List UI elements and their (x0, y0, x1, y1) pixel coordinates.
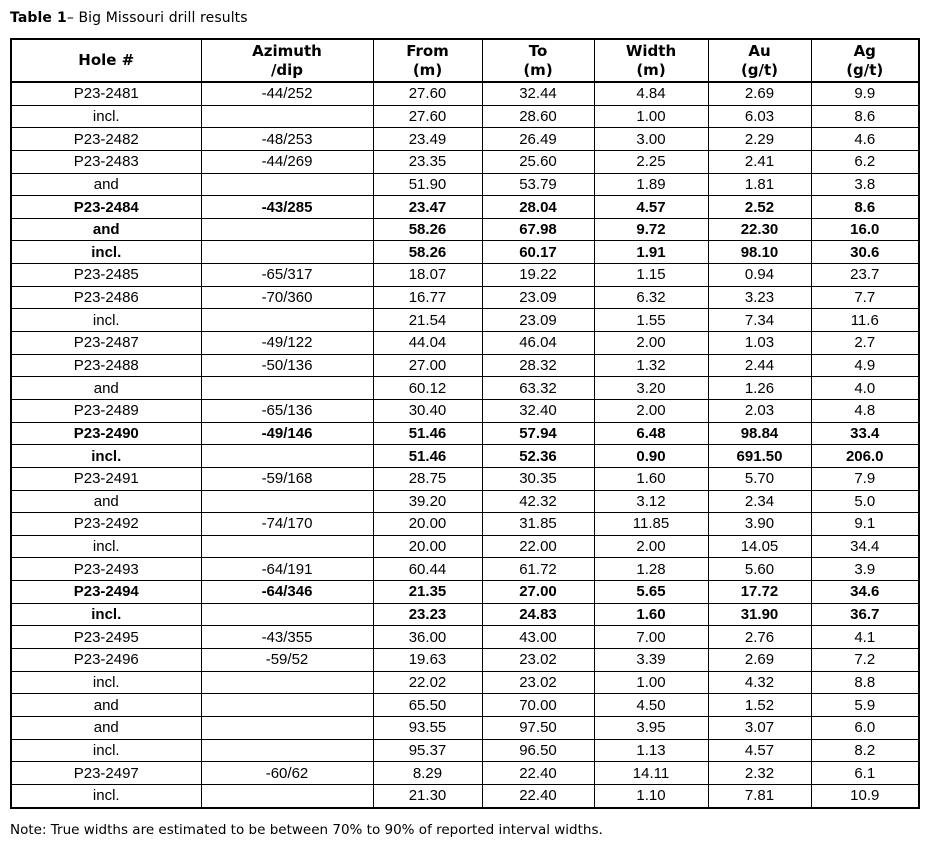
cell-azimuth: -65/317 (201, 264, 373, 287)
cell-to: 26.49 (482, 128, 594, 151)
cell-width: 14.11 (594, 762, 708, 785)
column-header-au (708, 39, 811, 82)
cell-ag: 4.6 (811, 128, 919, 151)
cell-width: 7.00 (594, 626, 708, 649)
cell-hole: incl. (11, 603, 201, 626)
cell-ag: 6.0 (811, 716, 919, 739)
cell-hole: P23-2490 (11, 422, 201, 445)
column-header-hole (11, 39, 201, 82)
cell-ag: 5.9 (811, 694, 919, 717)
cell-hole: P23-2497 (11, 762, 201, 785)
cell-ag: 6.2 (811, 150, 919, 173)
cell-azimuth: -74/170 (201, 513, 373, 536)
table-row (11, 218, 919, 241)
cell-hole: and (11, 490, 201, 513)
table-row (11, 626, 919, 649)
cell-from: 21.35 (373, 581, 482, 604)
cell-au: 7.81 (708, 784, 811, 807)
table-row (11, 196, 919, 219)
column-header-line: To (528, 41, 548, 60)
cell-au: 2.69 (708, 82, 811, 105)
cell-au: 2.34 (708, 490, 811, 513)
cell-azimuth: -65/136 (201, 399, 373, 422)
footnote: Note: True widths are estimated to be between 70% to 90% of reported interval widths. (10, 821, 603, 838)
cell-width: 11.85 (594, 513, 708, 536)
column-header-line: Hole # (78, 51, 135, 69)
cell-hole: P23-2485 (11, 264, 201, 287)
cell-from: 39.20 (373, 490, 482, 513)
cell-from: 60.12 (373, 377, 482, 400)
cell-width: 2.00 (594, 535, 708, 558)
table-body (11, 82, 919, 808)
cell-hole: P23-2487 (11, 332, 201, 355)
cell-width: 1.89 (594, 173, 708, 196)
cell-hole: P23-2486 (11, 286, 201, 309)
cell-azimuth (201, 241, 373, 264)
table-row (11, 784, 919, 807)
cell-au: 4.57 (708, 739, 811, 762)
cell-to: 23.09 (482, 309, 594, 332)
cell-from: 23.35 (373, 150, 482, 173)
cell-from: 95.37 (373, 739, 482, 762)
cell-to: 27.00 (482, 581, 594, 604)
cell-ag: 34.4 (811, 535, 919, 558)
column-header-line: (m) (412, 60, 443, 79)
table-row (11, 694, 919, 717)
cell-au: 3.07 (708, 716, 811, 739)
cell-hole: P23-2484 (11, 196, 201, 219)
table-row (11, 128, 919, 151)
cell-from: 21.54 (373, 309, 482, 332)
cell-to: 32.44 (482, 82, 594, 105)
cell-from: 30.40 (373, 399, 482, 422)
cell-width: 0.90 (594, 445, 708, 468)
cell-hole: P23-2495 (11, 626, 201, 649)
cell-width: 1.60 (594, 603, 708, 626)
table-row (11, 581, 919, 604)
cell-ag: 4.8 (811, 399, 919, 422)
cell-hole: P23-2483 (11, 150, 201, 173)
table-row (11, 467, 919, 490)
cell-to: 19.22 (482, 264, 594, 287)
cell-hole: P23-2488 (11, 354, 201, 377)
cell-au: 14.05 (708, 535, 811, 558)
cell-from: 23.23 (373, 603, 482, 626)
cell-from: 19.63 (373, 649, 482, 672)
cell-azimuth (201, 716, 373, 739)
cell-azimuth: -60/62 (201, 762, 373, 785)
cell-from: 16.77 (373, 286, 482, 309)
cell-ag: 23.7 (811, 264, 919, 287)
cell-azimuth: -48/253 (201, 128, 373, 151)
table-row (11, 105, 919, 128)
column-header-ag (811, 39, 919, 82)
cell-au: 2.69 (708, 649, 811, 672)
table-row (11, 309, 919, 332)
cell-to: 23.02 (482, 671, 594, 694)
column-header-line: Au (748, 41, 771, 60)
cell-azimuth: -70/360 (201, 286, 373, 309)
cell-au: 5.60 (708, 558, 811, 581)
cell-from: 58.26 (373, 241, 482, 264)
cell-azimuth (201, 309, 373, 332)
table-row (11, 422, 919, 445)
cell-au: 7.34 (708, 309, 811, 332)
cell-azimuth: -44/269 (201, 150, 373, 173)
cell-au: 0.94 (708, 264, 811, 287)
cell-ag: 8.6 (811, 196, 919, 219)
column-header-line: (m) (523, 60, 553, 79)
cell-hole: P23-2482 (11, 128, 201, 151)
table-row (11, 558, 919, 581)
cell-au: 2.52 (708, 196, 811, 219)
cell-from: 28.75 (373, 467, 482, 490)
cell-to: 23.09 (482, 286, 594, 309)
cell-azimuth (201, 218, 373, 241)
cell-width: 3.95 (594, 716, 708, 739)
cell-to: 25.60 (482, 150, 594, 173)
cell-width: 1.60 (594, 467, 708, 490)
cell-azimuth: -49/122 (201, 332, 373, 355)
cell-ag: 3.8 (811, 173, 919, 196)
cell-width: 1.13 (594, 739, 708, 762)
cell-ag: 9.1 (811, 513, 919, 536)
table-row (11, 264, 919, 287)
column-header-line: Width (625, 41, 677, 60)
cell-width: 6.32 (594, 286, 708, 309)
cell-width: 2.00 (594, 332, 708, 355)
table-header (11, 39, 919, 82)
cell-hole: P23-2496 (11, 649, 201, 672)
cell-to: 42.32 (482, 490, 594, 513)
cell-from: 22.02 (373, 671, 482, 694)
cell-from: 60.44 (373, 558, 482, 581)
cell-ag: 3.9 (811, 558, 919, 581)
cell-ag: 8.8 (811, 671, 919, 694)
cell-to: 97.50 (482, 716, 594, 739)
cell-hole: P23-2489 (11, 399, 201, 422)
cell-au: 2.32 (708, 762, 811, 785)
cell-ag: 10.9 (811, 784, 919, 807)
cell-azimuth (201, 490, 373, 513)
cell-au: 691.50 (708, 445, 811, 468)
cell-au: 3.23 (708, 286, 811, 309)
table-row (11, 377, 919, 400)
column-header-to (482, 39, 594, 82)
cell-to: 63.32 (482, 377, 594, 400)
cell-to: 22.40 (482, 762, 594, 785)
cell-azimuth (201, 603, 373, 626)
cell-au: 6.03 (708, 105, 811, 128)
cell-from: 21.30 (373, 784, 482, 807)
cell-ag: 4.0 (811, 377, 919, 400)
cell-ag: 7.2 (811, 649, 919, 672)
cell-from: 27.00 (373, 354, 482, 377)
cell-width: 3.12 (594, 490, 708, 513)
cell-ag: 36.7 (811, 603, 919, 626)
cell-width: 9.72 (594, 218, 708, 241)
cell-au: 2.29 (708, 128, 811, 151)
cell-au: 4.32 (708, 671, 811, 694)
cell-width: 4.50 (594, 694, 708, 717)
cell-au: 2.03 (708, 399, 811, 422)
cell-to: 22.00 (482, 535, 594, 558)
cell-ag: 11.6 (811, 309, 919, 332)
cell-ag: 7.9 (811, 467, 919, 490)
cell-from: 23.47 (373, 196, 482, 219)
cell-width: 3.39 (594, 649, 708, 672)
table-row (11, 513, 919, 536)
cell-from: 51.46 (373, 445, 482, 468)
cell-width: 3.00 (594, 128, 708, 151)
cell-azimuth: -49/146 (201, 422, 373, 445)
cell-hole: P23-2494 (11, 581, 201, 604)
cell-azimuth: -64/191 (201, 558, 373, 581)
cell-hole: incl. (11, 105, 201, 128)
cell-hole: incl. (11, 445, 201, 468)
cell-from: 18.07 (373, 264, 482, 287)
cell-to: 43.00 (482, 626, 594, 649)
cell-from: 93.55 (373, 716, 482, 739)
column-header-line: From (406, 41, 449, 60)
cell-hole: and (11, 694, 201, 717)
cell-azimuth (201, 377, 373, 400)
drill-results-table (10, 38, 920, 809)
cell-to: 30.35 (482, 467, 594, 490)
table-row (11, 603, 919, 626)
cell-ag: 33.4 (811, 422, 919, 445)
table-row (11, 399, 919, 422)
cell-hole: and (11, 377, 201, 400)
cell-au: 17.72 (708, 581, 811, 604)
cell-azimuth (201, 671, 373, 694)
cell-hole: incl. (11, 784, 201, 807)
cell-from: 8.29 (373, 762, 482, 785)
cell-hole: and (11, 218, 201, 241)
cell-ag: 4.9 (811, 354, 919, 377)
cell-from: 23.49 (373, 128, 482, 151)
cell-from: 65.50 (373, 694, 482, 717)
cell-au: 3.90 (708, 513, 811, 536)
cell-ag: 8.6 (811, 105, 919, 128)
cell-width: 1.15 (594, 264, 708, 287)
cell-azimuth: -59/52 (201, 649, 373, 672)
cell-from: 20.00 (373, 535, 482, 558)
column-header-line: /dip (270, 60, 304, 79)
column-header-line: Azimuth (252, 41, 322, 60)
cell-hole: incl. (11, 739, 201, 762)
cell-ag: 34.6 (811, 581, 919, 604)
cell-azimuth (201, 535, 373, 558)
cell-to: 67.98 (482, 218, 594, 241)
table-row (11, 739, 919, 762)
cell-hole: P23-2491 (11, 467, 201, 490)
cell-width: 1.00 (594, 671, 708, 694)
cell-ag: 4.1 (811, 626, 919, 649)
cell-to: 70.00 (482, 694, 594, 717)
cell-hole: and (11, 716, 201, 739)
cell-to: 57.94 (482, 422, 594, 445)
cell-ag: 30.6 (811, 241, 919, 264)
cell-width: 1.55 (594, 309, 708, 332)
cell-from: 51.46 (373, 422, 482, 445)
cell-width: 1.00 (594, 105, 708, 128)
cell-width: 2.00 (594, 399, 708, 422)
table-title (10, 10, 919, 26)
cell-azimuth: -44/252 (201, 82, 373, 105)
table-row (11, 150, 919, 173)
cell-to: 28.60 (482, 105, 594, 128)
cell-azimuth (201, 694, 373, 717)
cell-to: 28.04 (482, 196, 594, 219)
cell-au: 22.30 (708, 218, 811, 241)
cell-from: 58.26 (373, 218, 482, 241)
cell-azimuth (201, 173, 373, 196)
cell-ag: 5.0 (811, 490, 919, 513)
cell-width: 1.28 (594, 558, 708, 581)
table-row (11, 762, 919, 785)
cell-hole: P23-2492 (11, 513, 201, 536)
table-title-text: – Big Missouri drill results (66, 10, 248, 26)
cell-ag: 2.7 (811, 332, 919, 355)
cell-width: 3.20 (594, 377, 708, 400)
table-row (11, 332, 919, 355)
cell-from: 36.00 (373, 626, 482, 649)
cell-to: 96.50 (482, 739, 594, 762)
cell-au: 5.70 (708, 467, 811, 490)
cell-to: 28.32 (482, 354, 594, 377)
cell-au: 2.44 (708, 354, 811, 377)
cell-au: 1.52 (708, 694, 811, 717)
cell-from: 27.60 (373, 105, 482, 128)
cell-au: 98.10 (708, 241, 811, 264)
cell-azimuth: -43/355 (201, 626, 373, 649)
column-header-line: (g/t) (846, 60, 884, 79)
cell-from: 27.60 (373, 82, 482, 105)
cell-au: 1.81 (708, 173, 811, 196)
cell-width: 5.65 (594, 581, 708, 604)
cell-au: 2.76 (708, 626, 811, 649)
cell-azimuth (201, 739, 373, 762)
table-row (11, 354, 919, 377)
cell-hole: P23-2493 (11, 558, 201, 581)
cell-azimuth: -64/346 (201, 581, 373, 604)
cell-azimuth: -50/136 (201, 354, 373, 377)
cell-width: 1.91 (594, 241, 708, 264)
column-header-azimuth-dip (201, 39, 373, 82)
table-row (11, 649, 919, 672)
table-row (11, 173, 919, 196)
table-row (11, 286, 919, 309)
cell-to: 46.04 (482, 332, 594, 355)
cell-from: 20.00 (373, 513, 482, 536)
table-row (11, 82, 919, 105)
cell-azimuth (201, 445, 373, 468)
table-row (11, 490, 919, 513)
cell-au: 1.26 (708, 377, 811, 400)
cell-au: 98.84 (708, 422, 811, 445)
cell-au: 31.90 (708, 603, 811, 626)
table-row (11, 716, 919, 739)
cell-to: 61.72 (482, 558, 594, 581)
cell-ag: 6.1 (811, 762, 919, 785)
cell-width: 6.48 (594, 422, 708, 445)
cell-ag: 206.0 (811, 445, 919, 468)
cell-au: 2.41 (708, 150, 811, 173)
column-header-from (373, 39, 482, 82)
cell-hole: incl. (11, 241, 201, 264)
cell-width: 2.25 (594, 150, 708, 173)
cell-from: 44.04 (373, 332, 482, 355)
cell-width: 4.84 (594, 82, 708, 105)
cell-ag: 7.7 (811, 286, 919, 309)
cell-azimuth: -43/285 (201, 196, 373, 219)
cell-azimuth: -59/168 (201, 467, 373, 490)
cell-width: 4.57 (594, 196, 708, 219)
cell-hole: incl. (11, 535, 201, 558)
cell-to: 23.02 (482, 649, 594, 672)
table-title-label: Table 1 (10, 10, 67, 26)
column-header-line: (m) (636, 60, 666, 79)
table-row (11, 671, 919, 694)
cell-ag: 9.9 (811, 82, 919, 105)
cell-hole: P23-2481 (11, 82, 201, 105)
cell-to: 53.79 (482, 173, 594, 196)
cell-ag: 8.2 (811, 739, 919, 762)
header-row (11, 39, 919, 82)
column-header-width (594, 39, 708, 82)
table-row (11, 535, 919, 558)
cell-to: 22.40 (482, 784, 594, 807)
table-row (11, 445, 919, 468)
cell-to: 31.85 (482, 513, 594, 536)
table-row (11, 241, 919, 264)
column-header-line: Ag (853, 41, 876, 60)
cell-width: 1.32 (594, 354, 708, 377)
cell-to: 32.40 (482, 399, 594, 422)
cell-from: 51.90 (373, 173, 482, 196)
cell-hole: incl. (11, 671, 201, 694)
cell-to: 60.17 (482, 241, 594, 264)
cell-hole: and (11, 173, 201, 196)
column-header-line: (g/t) (740, 60, 779, 79)
cell-to: 24.83 (482, 603, 594, 626)
cell-to: 52.36 (482, 445, 594, 468)
cell-au: 1.03 (708, 332, 811, 355)
cell-azimuth (201, 784, 373, 807)
cell-width: 1.10 (594, 784, 708, 807)
cell-hole: incl. (11, 309, 201, 332)
cell-ag: 16.0 (811, 218, 919, 241)
cell-azimuth (201, 105, 373, 128)
